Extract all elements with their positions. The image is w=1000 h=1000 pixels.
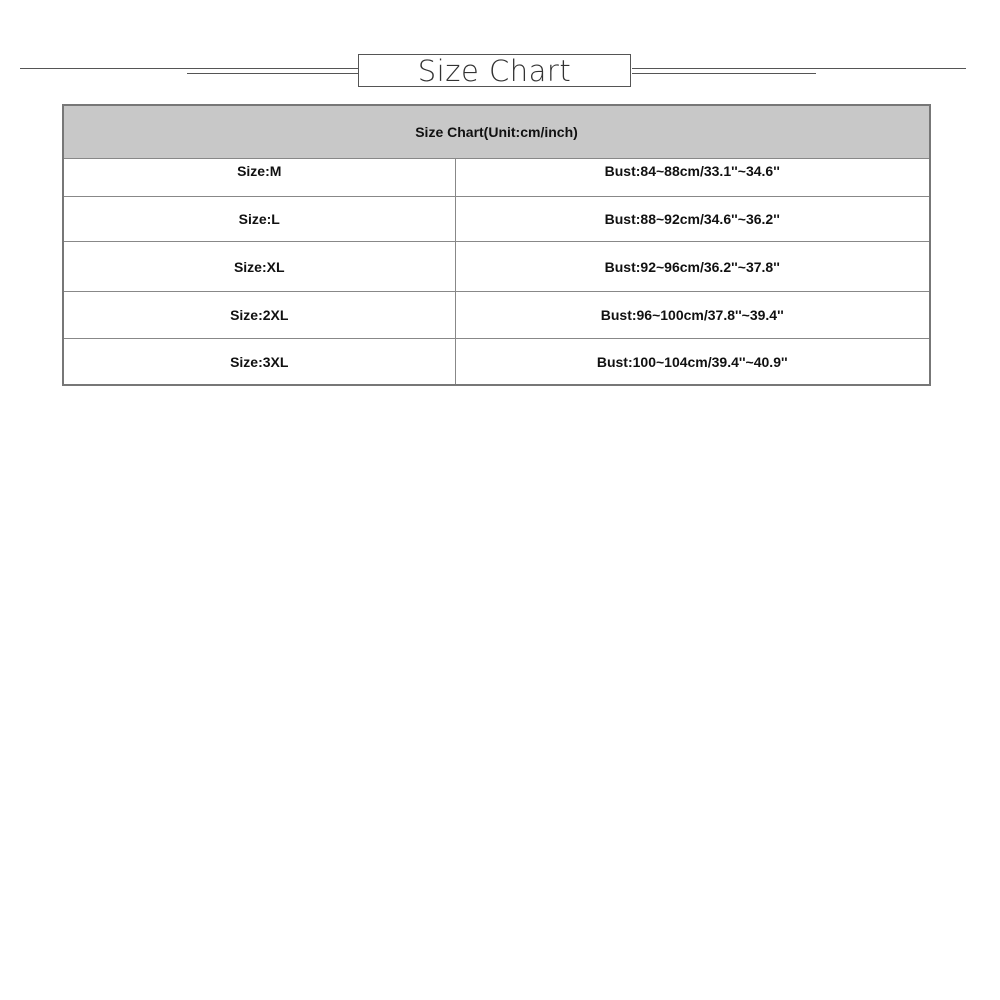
size-cell: Size:2XL (63, 292, 455, 339)
bust-cell: Bust:84~88cm/33.1''~34.6'' (455, 159, 930, 197)
title-divider-line-right (632, 68, 966, 69)
table-row (63, 242, 930, 292)
bust-cell: Bust:96~100cm/37.8''~39.4'' (455, 292, 930, 339)
table-header-row (63, 105, 930, 159)
size-cell: Size:XL (63, 242, 455, 292)
title-divider-line-right-inner (632, 73, 816, 74)
title-divider-line-left (20, 68, 358, 69)
size-chart-table (62, 104, 931, 386)
size-cell: Size:3XL (63, 339, 455, 386)
size-cell: Size:M (63, 159, 455, 197)
table-row (63, 159, 930, 197)
size-cell: Size:L (63, 197, 455, 242)
table-row (63, 339, 930, 386)
bust-cell: Bust:100~104cm/39.4''~40.9'' (455, 339, 930, 386)
bust-cell: Bust:92~96cm/36.2''~37.8'' (455, 242, 930, 292)
title-banner (358, 54, 631, 87)
table-row (63, 197, 930, 242)
table-header: Size Chart(Unit:cm/inch) (63, 105, 930, 159)
table-row (63, 292, 930, 339)
page-title: Size Chart (417, 54, 572, 88)
bust-cell: Bust:88~92cm/34.6''~36.2'' (455, 197, 930, 242)
title-divider-line-left-inner (187, 73, 358, 74)
